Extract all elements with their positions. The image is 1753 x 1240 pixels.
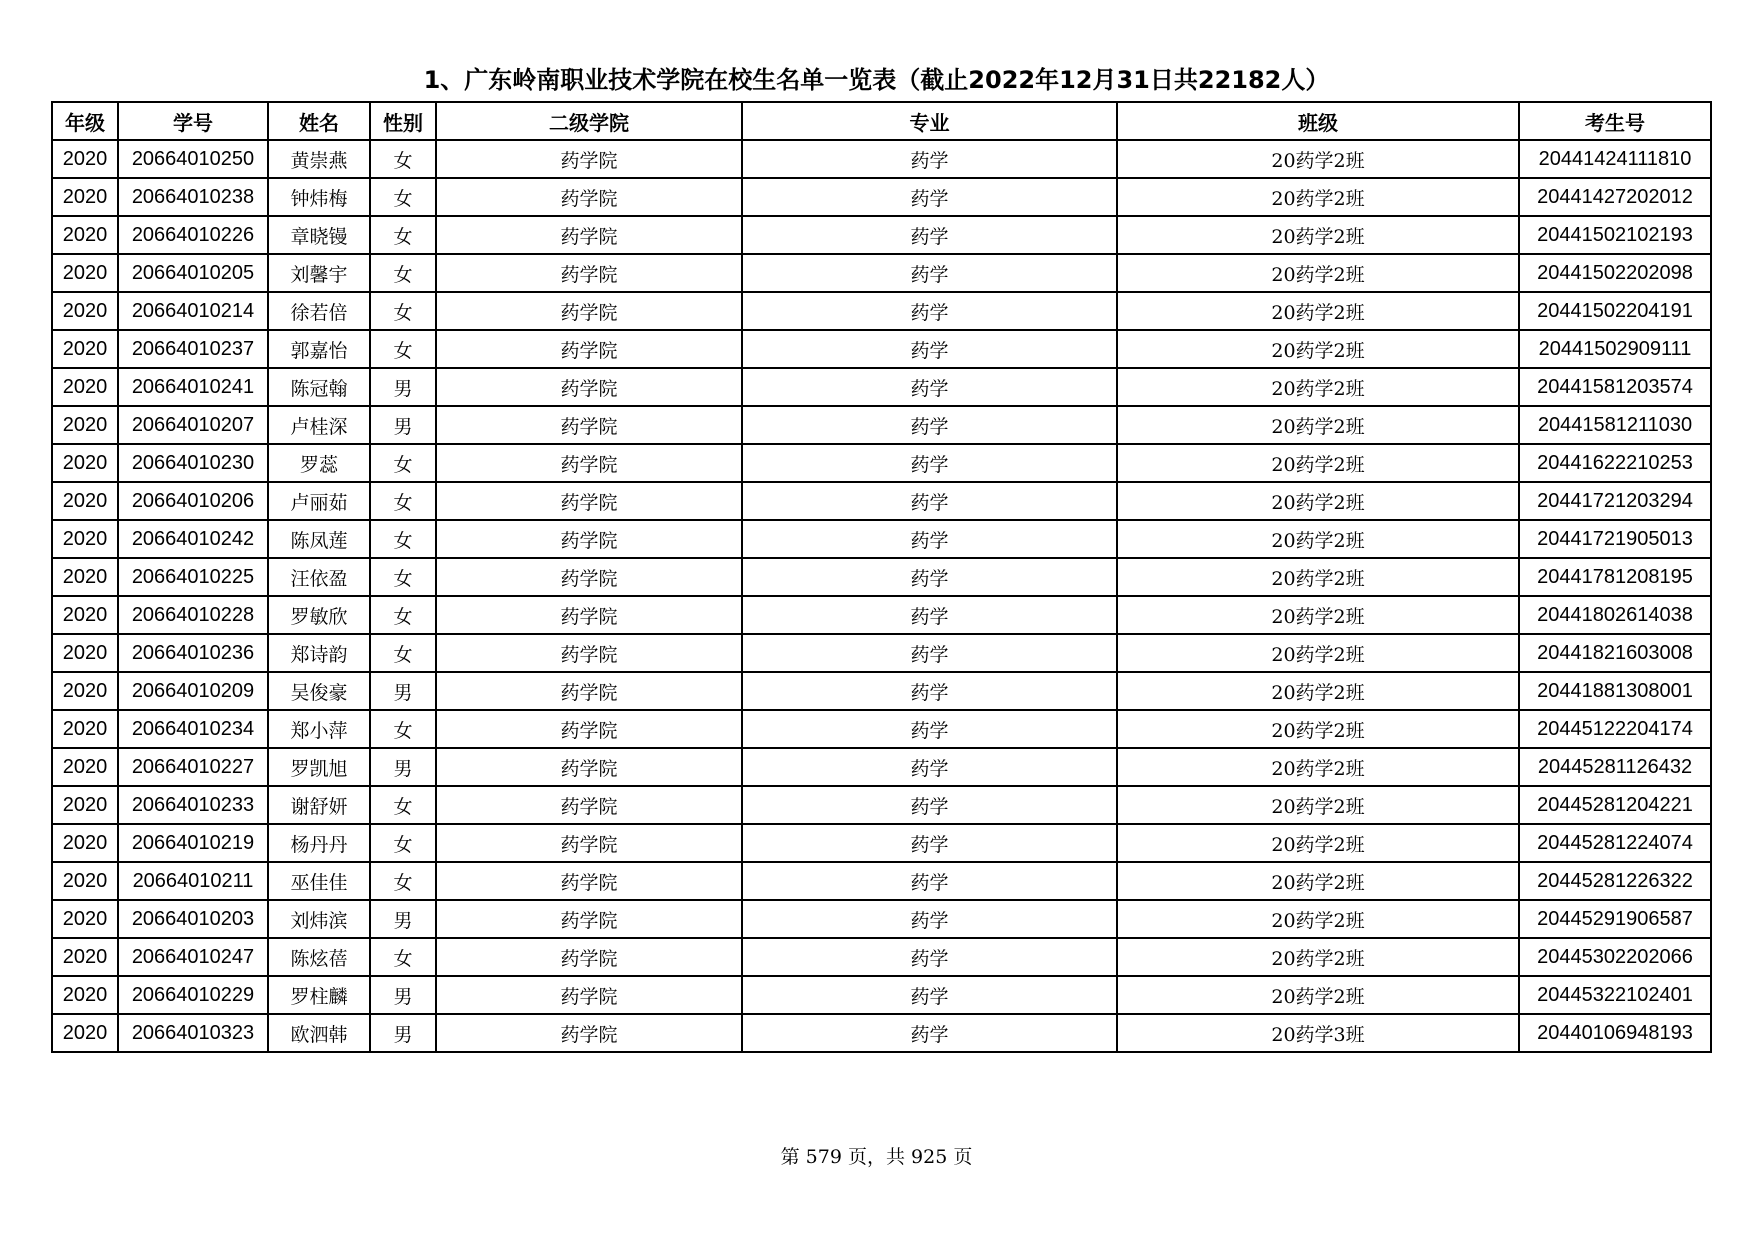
table-row [52, 710, 1711, 748]
cell-grade: 2020 [52, 824, 118, 862]
cell-exam-id: 20441721203294 [1519, 482, 1711, 520]
cell-major: 药学 [742, 406, 1117, 444]
cell-gender: 男 [370, 406, 436, 444]
cell-class: 20药学2班 [1117, 710, 1519, 748]
cell-exam-id: 20445281224074 [1519, 824, 1711, 862]
cell-name: 刘炜滨 [268, 900, 370, 938]
table-row [52, 1014, 1711, 1052]
cell-exam-id: 20441821603008 [1519, 634, 1711, 672]
cell-gender: 男 [370, 748, 436, 786]
header-grade: 年级 [52, 102, 118, 140]
cell-major: 药学 [742, 862, 1117, 900]
table-row [52, 254, 1711, 292]
table-row [52, 140, 1711, 178]
header-student-id: 学号 [118, 102, 268, 140]
cell-major: 药学 [742, 330, 1117, 368]
cell-grade: 2020 [52, 710, 118, 748]
cell-name: 罗敏欣 [268, 596, 370, 634]
cell-student-id: 20664010207 [118, 406, 268, 444]
cell-grade: 2020 [52, 368, 118, 406]
cell-student-id: 20664010247 [118, 938, 268, 976]
table-row [52, 444, 1711, 482]
cell-college: 药学院 [436, 938, 742, 976]
cell-grade: 2020 [52, 406, 118, 444]
cell-gender: 女 [370, 330, 436, 368]
cell-student-id: 20664010227 [118, 748, 268, 786]
header-gender: 性别 [370, 102, 436, 140]
cell-class: 20药学2班 [1117, 938, 1519, 976]
cell-college: 药学院 [436, 292, 742, 330]
cell-college: 药学院 [436, 368, 742, 406]
cell-major: 药学 [742, 216, 1117, 254]
table-row [52, 596, 1711, 634]
cell-class: 20药学2班 [1117, 558, 1519, 596]
table-row [52, 482, 1711, 520]
cell-grade: 2020 [52, 596, 118, 634]
cell-college: 药学院 [436, 1014, 742, 1052]
cell-grade: 2020 [52, 672, 118, 710]
cell-gender: 男 [370, 368, 436, 406]
cell-exam-id: 20441781208195 [1519, 558, 1711, 596]
cell-name: 谢舒妍 [268, 786, 370, 824]
cell-grade: 2020 [52, 292, 118, 330]
cell-exam-id: 20445281226322 [1519, 862, 1711, 900]
cell-gender: 女 [370, 558, 436, 596]
table-row [52, 634, 1711, 672]
cell-grade: 2020 [52, 900, 118, 938]
table-row [52, 178, 1711, 216]
cell-student-id: 20664010238 [118, 178, 268, 216]
cell-grade: 2020 [52, 482, 118, 520]
cell-college: 药学院 [436, 634, 742, 672]
cell-student-id: 20664010219 [118, 824, 268, 862]
cell-student-id: 20664010230 [118, 444, 268, 482]
cell-student-id: 20664010203 [118, 900, 268, 938]
cell-class: 20药学2班 [1117, 520, 1519, 558]
cell-gender: 女 [370, 140, 436, 178]
cell-class: 20药学2班 [1117, 330, 1519, 368]
cell-student-id: 20664010250 [118, 140, 268, 178]
cell-class: 20药学2班 [1117, 976, 1519, 1014]
cell-student-id: 20664010229 [118, 976, 268, 1014]
cell-class: 20药学2班 [1117, 444, 1519, 482]
cell-name: 章晓镘 [268, 216, 370, 254]
cell-name: 卢桂深 [268, 406, 370, 444]
cell-name: 巫佳佳 [268, 862, 370, 900]
table-row [52, 824, 1711, 862]
cell-student-id: 20664010233 [118, 786, 268, 824]
cell-student-id: 20664010237 [118, 330, 268, 368]
cell-grade: 2020 [52, 1014, 118, 1052]
cell-name: 罗凯旭 [268, 748, 370, 786]
cell-class: 20药学2班 [1117, 482, 1519, 520]
cell-gender: 女 [370, 824, 436, 862]
header-class: 班级 [1117, 102, 1519, 140]
cell-major: 药学 [742, 140, 1117, 178]
table-row [52, 862, 1711, 900]
table-row [52, 406, 1711, 444]
cell-major: 药学 [742, 824, 1117, 862]
cell-grade: 2020 [52, 786, 118, 824]
cell-gender: 女 [370, 596, 436, 634]
table-row [52, 216, 1711, 254]
table-row [52, 976, 1711, 1014]
cell-exam-id: 20441581211030 [1519, 406, 1711, 444]
cell-major: 药学 [742, 900, 1117, 938]
table-row [52, 368, 1711, 406]
cell-exam-id: 20441721905013 [1519, 520, 1711, 558]
cell-major: 药学 [742, 368, 1117, 406]
cell-name: 杨丹丹 [268, 824, 370, 862]
cell-grade: 2020 [52, 178, 118, 216]
cell-major: 药学 [742, 292, 1117, 330]
cell-college: 药学院 [436, 976, 742, 1014]
cell-major: 药学 [742, 938, 1117, 976]
cell-student-id: 20664010205 [118, 254, 268, 292]
cell-major: 药学 [742, 444, 1117, 482]
cell-exam-id: 20441424111810 [1519, 140, 1711, 178]
cell-class: 20药学2班 [1117, 254, 1519, 292]
cell-student-id: 20664010242 [118, 520, 268, 558]
table-header-row [52, 102, 1711, 140]
cell-grade: 2020 [52, 254, 118, 292]
cell-class: 20药学3班 [1117, 1014, 1519, 1052]
table-row [52, 938, 1711, 976]
cell-grade: 2020 [52, 330, 118, 368]
cell-gender: 女 [370, 482, 436, 520]
cell-exam-id: 20441881308001 [1519, 672, 1711, 710]
cell-major: 药学 [742, 976, 1117, 1014]
cell-name: 陈凤莲 [268, 520, 370, 558]
cell-college: 药学院 [436, 900, 742, 938]
cell-name: 郑小萍 [268, 710, 370, 748]
cell-name: 吴俊豪 [268, 672, 370, 710]
cell-grade: 2020 [52, 938, 118, 976]
cell-gender: 男 [370, 900, 436, 938]
cell-exam-id: 20441622210253 [1519, 444, 1711, 482]
cell-name: 陈炫蓓 [268, 938, 370, 976]
cell-class: 20药学2班 [1117, 900, 1519, 938]
cell-college: 药学院 [436, 672, 742, 710]
cell-grade: 2020 [52, 140, 118, 178]
header-college: 二级学院 [436, 102, 742, 140]
cell-gender: 女 [370, 938, 436, 976]
cell-college: 药学院 [436, 748, 742, 786]
cell-name: 欧泗韩 [268, 1014, 370, 1052]
cell-college: 药学院 [436, 254, 742, 292]
cell-major: 药学 [742, 672, 1117, 710]
header-major: 专业 [742, 102, 1117, 140]
header-exam-id: 考生号 [1519, 102, 1711, 140]
cell-student-id: 20664010234 [118, 710, 268, 748]
table-row [52, 748, 1711, 786]
cell-gender: 女 [370, 444, 436, 482]
cell-major: 药学 [742, 786, 1117, 824]
cell-student-id: 20664010214 [118, 292, 268, 330]
table-row [52, 786, 1711, 824]
cell-gender: 女 [370, 216, 436, 254]
cell-grade: 2020 [52, 862, 118, 900]
cell-grade: 2020 [52, 558, 118, 596]
cell-college: 药学院 [436, 482, 742, 520]
cell-exam-id: 20441502909111 [1519, 330, 1711, 368]
cell-college: 药学院 [436, 786, 742, 824]
cell-name: 卢丽茹 [268, 482, 370, 520]
cell-college: 药学院 [436, 406, 742, 444]
cell-gender: 女 [370, 634, 436, 672]
cell-name: 郑诗韵 [268, 634, 370, 672]
cell-name: 罗蕊 [268, 444, 370, 482]
cell-exam-id: 20445291906587 [1519, 900, 1711, 938]
cell-student-id: 20664010209 [118, 672, 268, 710]
cell-college: 药学院 [436, 710, 742, 748]
cell-exam-id: 20441502204191 [1519, 292, 1711, 330]
cell-student-id: 20664010211 [118, 862, 268, 900]
cell-exam-id: 20445281204221 [1519, 786, 1711, 824]
cell-grade: 2020 [52, 216, 118, 254]
table-body [52, 140, 1711, 1052]
cell-major: 药学 [742, 634, 1117, 672]
cell-exam-id: 20445122204174 [1519, 710, 1711, 748]
cell-student-id: 20664010206 [118, 482, 268, 520]
cell-class: 20药学2班 [1117, 634, 1519, 672]
cell-exam-id: 20441581203574 [1519, 368, 1711, 406]
cell-class: 20药学2班 [1117, 406, 1519, 444]
cell-student-id: 20664010226 [118, 216, 268, 254]
cell-major: 药学 [742, 596, 1117, 634]
cell-college: 药学院 [436, 596, 742, 634]
cell-class: 20药学2班 [1117, 748, 1519, 786]
table-row [52, 292, 1711, 330]
cell-major: 药学 [742, 254, 1117, 292]
cell-name: 徐若倍 [268, 292, 370, 330]
cell-grade: 2020 [52, 444, 118, 482]
table-row [52, 900, 1711, 938]
cell-name: 罗柱麟 [268, 976, 370, 1014]
cell-name: 汪依盈 [268, 558, 370, 596]
cell-class: 20药学2班 [1117, 140, 1519, 178]
cell-student-id: 20664010225 [118, 558, 268, 596]
cell-exam-id: 20441802614038 [1519, 596, 1711, 634]
cell-student-id: 20664010323 [118, 1014, 268, 1052]
cell-gender: 女 [370, 292, 436, 330]
student-roster-table [51, 101, 1712, 1053]
cell-name: 刘馨宇 [268, 254, 370, 292]
cell-major: 药学 [742, 748, 1117, 786]
page-footer: 第 579 页，共 925 页 [780, 1146, 973, 1168]
cell-exam-id: 20445281126432 [1519, 748, 1711, 786]
cell-class: 20药学2班 [1117, 824, 1519, 862]
cell-gender: 女 [370, 520, 436, 558]
cell-major: 药学 [742, 1014, 1117, 1052]
cell-major: 药学 [742, 520, 1117, 558]
cell-gender: 男 [370, 1014, 436, 1052]
cell-college: 药学院 [436, 444, 742, 482]
cell-name: 钟炜梅 [268, 178, 370, 216]
cell-class: 20药学2班 [1117, 862, 1519, 900]
cell-college: 药学院 [436, 862, 742, 900]
cell-grade: 2020 [52, 520, 118, 558]
cell-name: 陈冠翰 [268, 368, 370, 406]
document-title: 1、广东岭南职业技术学院在校生名单一览表（截止2022年12月31日共22182人） [423, 66, 1330, 94]
cell-class: 20药学2班 [1117, 368, 1519, 406]
cell-college: 药学院 [436, 216, 742, 254]
header-name: 姓名 [268, 102, 370, 140]
cell-student-id: 20664010236 [118, 634, 268, 672]
cell-college: 药学院 [436, 178, 742, 216]
cell-major: 药学 [742, 482, 1117, 520]
cell-class: 20药学2班 [1117, 786, 1519, 824]
cell-exam-id: 20445322102401 [1519, 976, 1711, 1014]
cell-student-id: 20664010228 [118, 596, 268, 634]
cell-student-id: 20664010241 [118, 368, 268, 406]
cell-major: 药学 [742, 710, 1117, 748]
cell-exam-id: 20440106948193 [1519, 1014, 1711, 1052]
table-row [52, 520, 1711, 558]
cell-grade: 2020 [52, 634, 118, 672]
cell-grade: 2020 [52, 976, 118, 1014]
cell-gender: 男 [370, 672, 436, 710]
cell-class: 20药学2班 [1117, 292, 1519, 330]
cell-class: 20药学2班 [1117, 596, 1519, 634]
cell-gender: 女 [370, 862, 436, 900]
cell-name: 黄崇燕 [268, 140, 370, 178]
cell-grade: 2020 [52, 748, 118, 786]
cell-exam-id: 20441502202098 [1519, 254, 1711, 292]
cell-name: 郭嘉怡 [268, 330, 370, 368]
cell-college: 药学院 [436, 824, 742, 862]
cell-class: 20药学2班 [1117, 216, 1519, 254]
cell-gender: 女 [370, 178, 436, 216]
cell-college: 药学院 [436, 330, 742, 368]
cell-gender: 女 [370, 254, 436, 292]
cell-gender: 女 [370, 710, 436, 748]
cell-gender: 女 [370, 786, 436, 824]
cell-gender: 男 [370, 976, 436, 1014]
cell-major: 药学 [742, 178, 1117, 216]
cell-exam-id: 20445302202066 [1519, 938, 1711, 976]
cell-major: 药学 [742, 558, 1117, 596]
table-row [52, 558, 1711, 596]
cell-exam-id: 20441502102193 [1519, 216, 1711, 254]
table-row [52, 672, 1711, 710]
cell-exam-id: 20441427202012 [1519, 178, 1711, 216]
cell-college: 药学院 [436, 520, 742, 558]
cell-class: 20药学2班 [1117, 672, 1519, 710]
cell-class: 20药学2班 [1117, 178, 1519, 216]
table-row [52, 330, 1711, 368]
cell-college: 药学院 [436, 140, 742, 178]
cell-college: 药学院 [436, 558, 742, 596]
